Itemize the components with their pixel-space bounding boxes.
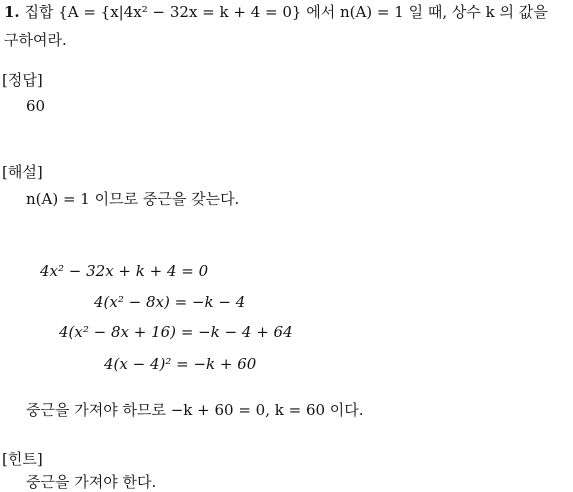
equation-1-lhs: 4x² − 32x + k + 4 = 0 [40, 262, 209, 280]
problem-number: 1. [4, 3, 20, 21]
explanation-conclusion: 중근을 가져야 하므로 −k + 60 = 0, k = 60 이다. [26, 401, 364, 419]
equation-3-rhs: = −k − 4 + 64 [180, 323, 293, 341]
equation-4-rhs: = −k + 60 [176, 355, 257, 373]
explanation-intro: n(A) = 1 이므로 중근을 갖는다. [26, 190, 240, 208]
equation-1 [40, 261, 208, 281]
hint-heading: [힌트] [2, 450, 43, 468]
equation-2-rhs: = −k − 4 [174, 293, 246, 311]
problem-line-1 [4, 2, 548, 22]
equation-3-lhs: 4(x² − 8x + 16) [59, 323, 177, 341]
hint-text: 중근을 가져야 한다. [26, 473, 157, 491]
equation-2-lhs: 4(x² − 8x) [94, 293, 170, 311]
equation-4-lhs: 4(x − 4)² [104, 355, 172, 373]
explanation-heading: [해설] [2, 163, 43, 181]
problem-text-1: 집합 {A = {x|4x² − 32x = k + 4 = 0} 에서 n(A) = 1 일 때, 상수 k 의 값을 [24, 3, 548, 21]
equation-2 [94, 292, 245, 312]
problem-line-2: 구하여라. [4, 31, 67, 49]
answer-heading: [정답] [2, 71, 43, 89]
equation-3 [59, 322, 293, 342]
equation-4 [104, 354, 256, 374]
answer-value: 60 [26, 97, 46, 115]
